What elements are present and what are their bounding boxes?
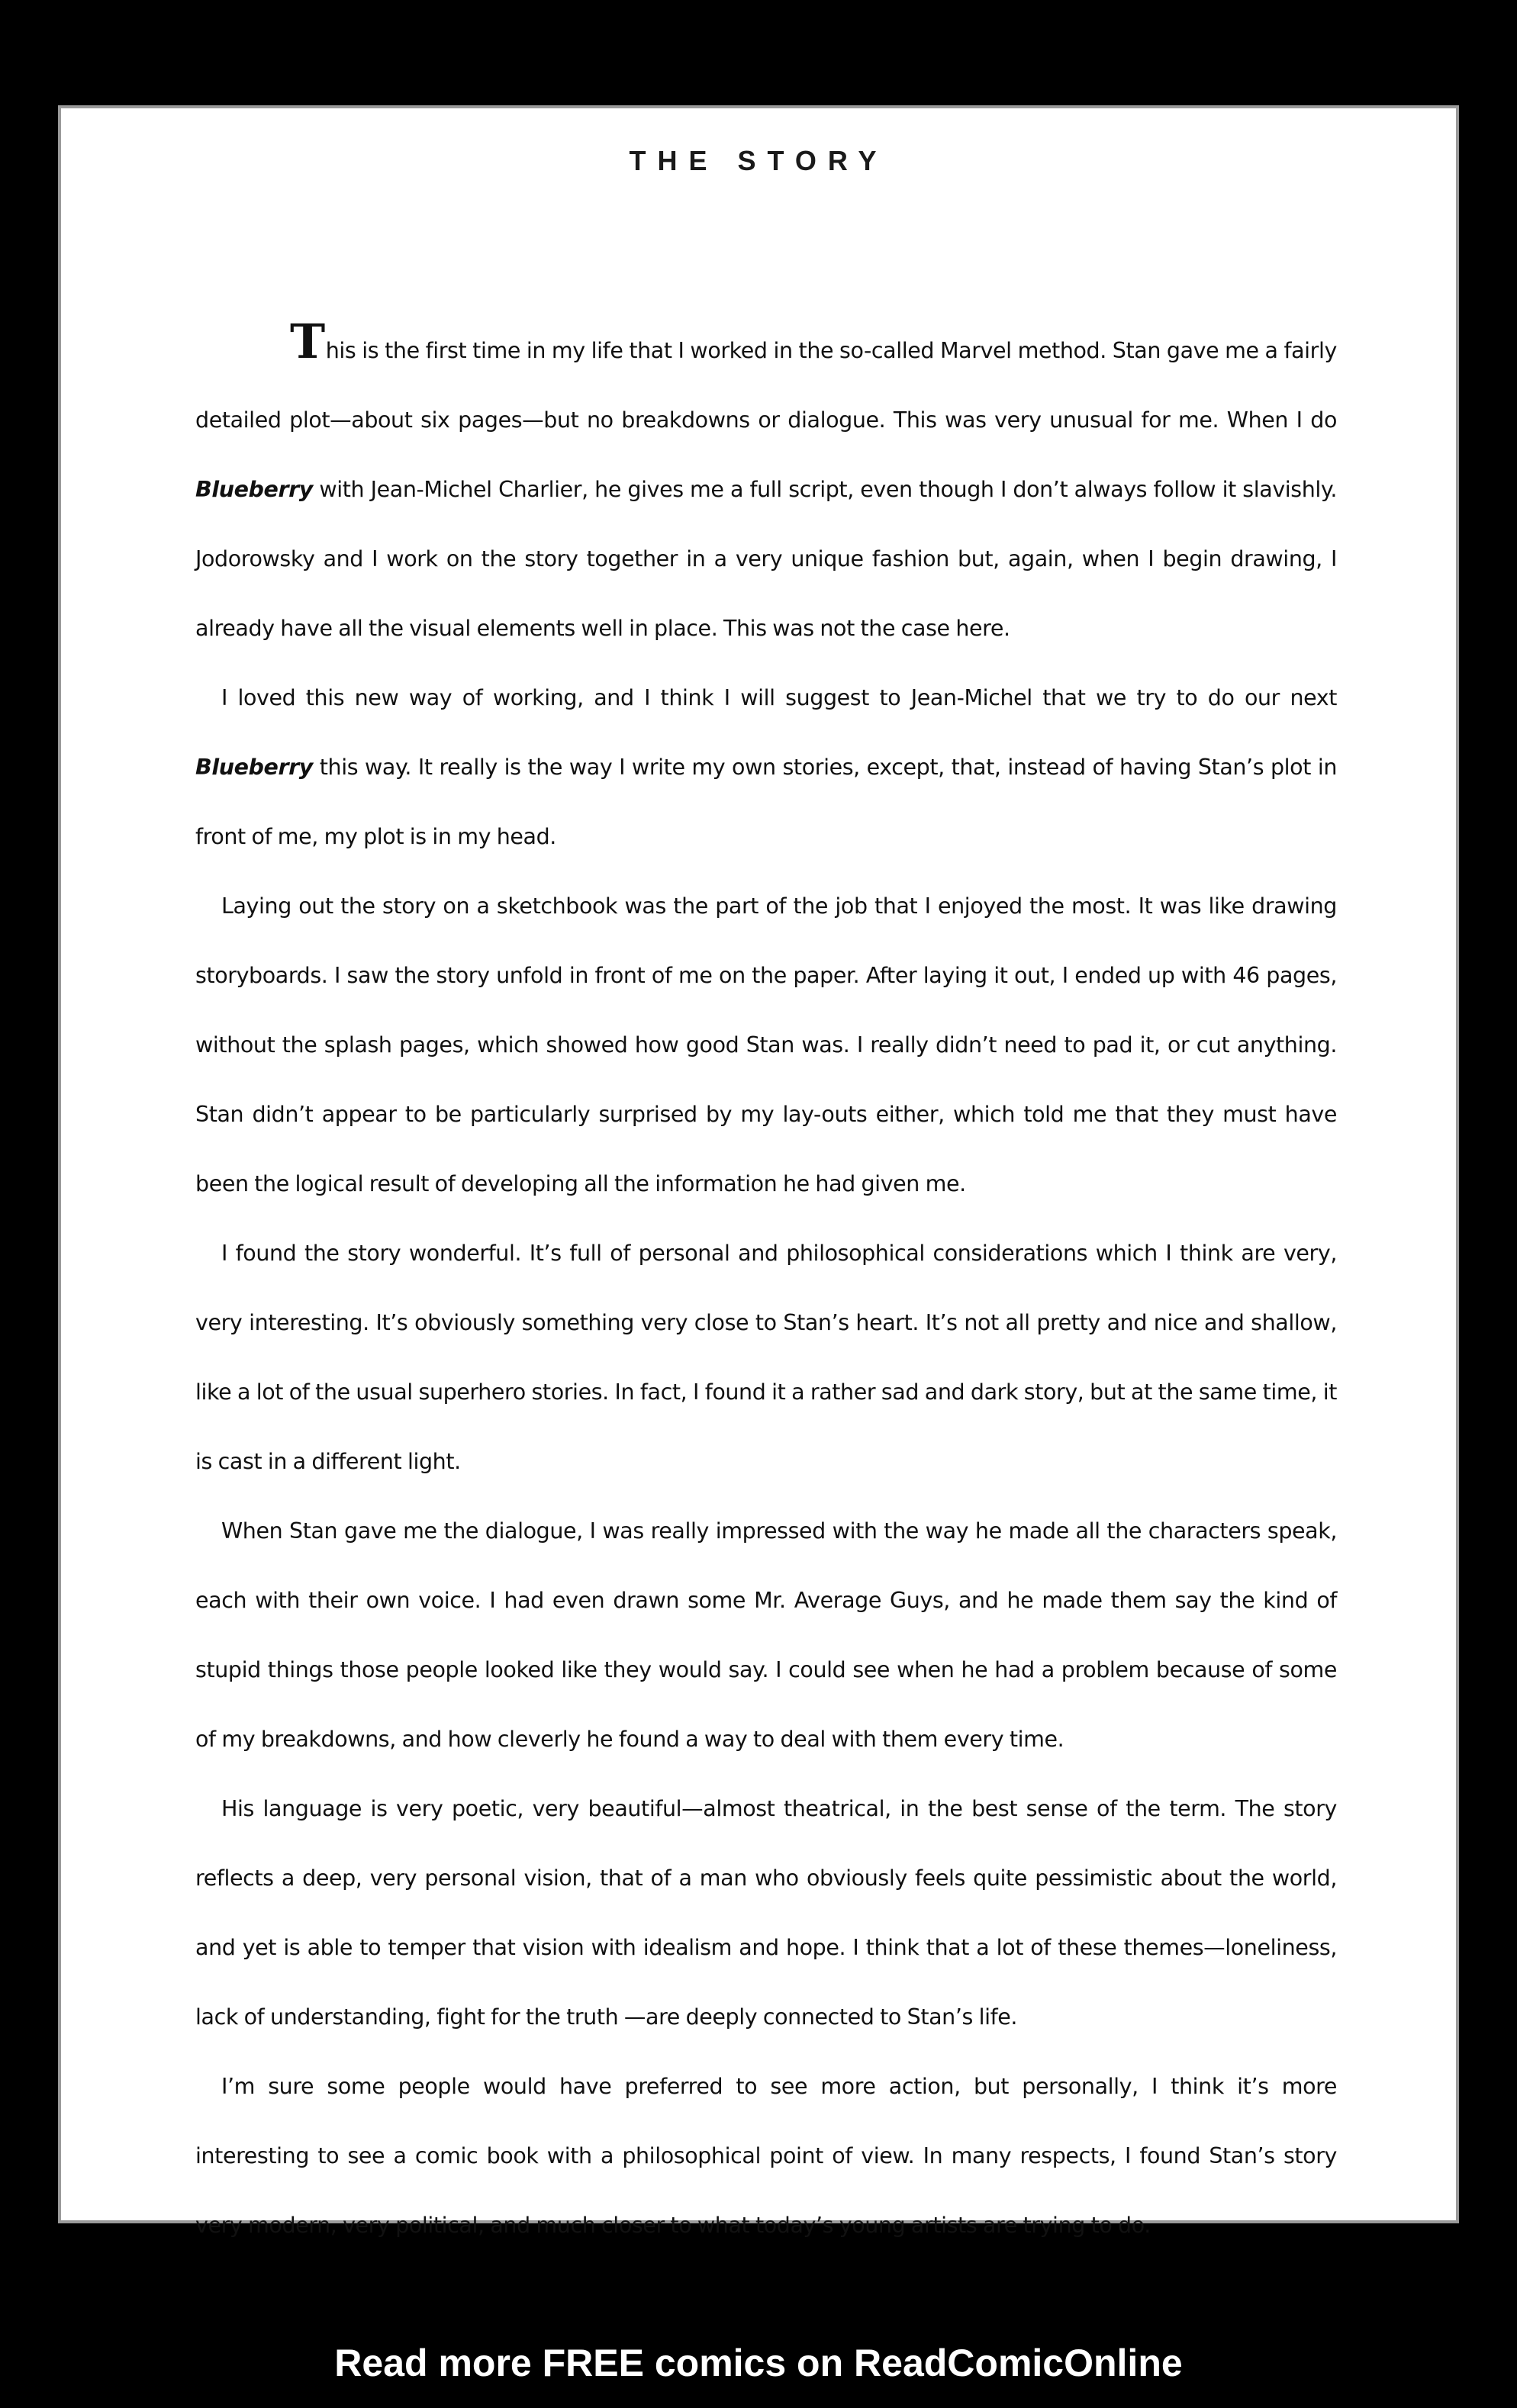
- page-title: THE STORY: [629, 145, 888, 176]
- story-paragraph-5: When Stan gave me the dialogue, I was really impressed with the way he made all the characters speak, each with their own voice. I had even drawn some Mr. Average Guys, and he made them say the kind of stupid things those people looked like they would say. I could see when he had a problem because of some of my breakdowns, and how cleverly he found a way to deal with them every time.: [195, 1518, 1337, 1752]
- blueberry-title: Blueberry: [195, 755, 313, 780]
- story-paragraph-6: His language is very poetic, very beautiful—almost theatrical, in the best sense of the term. The story reflects a deep, very personal vision, that of a man who obviously feels quite pessimistic about the world, and yet is able to temper that vision with idealism and hope. I think that a lot of these themes—loneliness, lack of understanding, fight for the truth —are deeply connected to Stan’s life.: [195, 1796, 1337, 2030]
- story-paragraph-3: Laying out the story on a sketchbook was the part of the job that I enjoyed the most. It was like drawing storyboards. I saw the story unfold in front of me on the paper. After laying it out, I ended up with 46 pages, without the splash pages, which showed how good Stan was. I really didn’t need to pad it, or cut anything. Stan didn’t appear to be particularly surprised by my lay-outs either, which told me that they must have been the logical result of developing all the information he had given me.: [195, 893, 1337, 1196]
- blueberry-title: Blueberry: [195, 477, 313, 502]
- story-paragraph-2: [195, 663, 1337, 871]
- story-paragraph-4: I found the story wonderful. It’s full of personal and philosophical considerations which I think are very, very interesting. It’s obviously something very close to Stan’s heart. It’s not all pretty and nice and shallow, like a lot of the usual superhero stories. In fact, I found it a rather sad and dark story, but at the same time, it is cast in a different light.: [195, 1241, 1337, 1474]
- story-paragraph-1-text-a: his is the first time in my life that I worked in the so-called Marvel method. Stan gave me a fairly detailed plot—about six pages—but no breakdowns or dialogue. This was very unusual for me. When I do: [195, 338, 1337, 433]
- story-paragraph-1-text-b: with Jean-Michel Charlier, he gives me a full script, even though I don’t always follow it slavishly. Jodorowsky and I work on the story together in a very unique fashion but, again, when I begin drawing, I already have all the visual elements well in place. This was not the case here.: [195, 477, 1337, 641]
- story-paragraph-2-text-a: I loved this new way of working, and I think I will suggest to Jean-Michel that we try to do our next: [221, 685, 1337, 710]
- story-paragraph-7: I’m sure some people would have preferred to see more action, but personally, I think it’s more interesting to see a comic book with a philosophical point of view. In many respects, I found Stan’s story very modern, very political, and much closer to what today’s young artists are trying to do.: [195, 2074, 1337, 2238]
- footer-banner: Read more FREE comics on ReadComicOnline: [334, 2342, 1183, 2384]
- page-frame: [58, 105, 1459, 2238]
- story-paragraph-2-text-b: this way. It really is the way I write my own stories, except, that, instead of having Stan’s plot in front of me, my plot is in my head.: [195, 755, 1337, 849]
- story-body: [195, 316, 1337, 2260]
- story-paragraph-1: This is the first time in my life that I worked in the so-called Marvel method. Stan gave me a fairly detailed plot—about six pages—but no breakdowns or dialogue. This was very unusual for me. When I do Blueberry with Jean-Michel Charlier, he gives me a full script, even though I don’t always follow it slavishly. Jodorowsky and I work on the story together in a very unique fashion but, again, when I begin drawing, I already have all the visual elements well in place. This was not the case here.: [195, 314, 1337, 641]
